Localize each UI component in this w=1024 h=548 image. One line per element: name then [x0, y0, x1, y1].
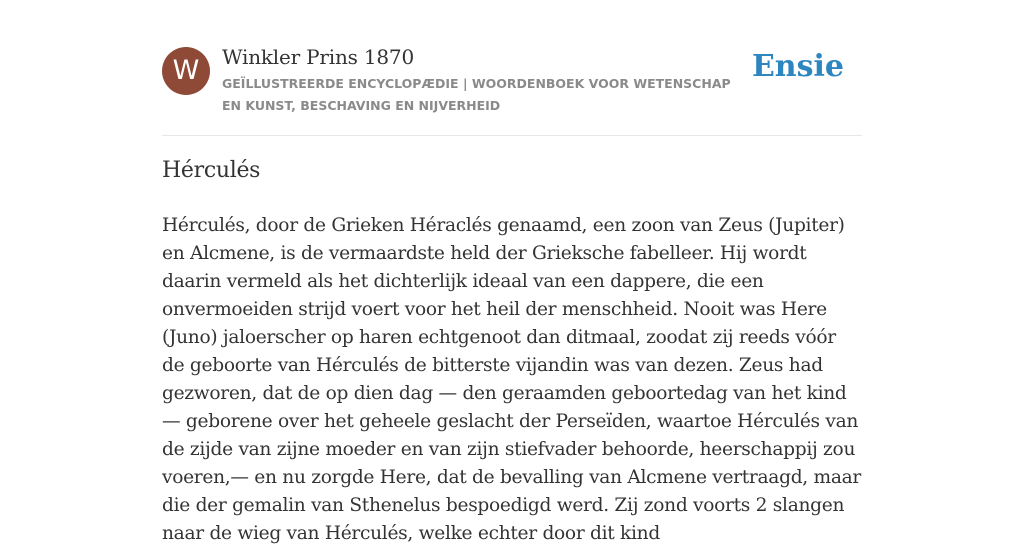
brand-logo[interactable]: Ensie	[751, 49, 844, 84]
divider	[162, 135, 862, 136]
source-title[interactable]: Winkler Prins 1870	[222, 45, 414, 69]
source-header	[162, 44, 862, 116]
source-subtitle: GEÏLLUSTREERDE ENCYCLOPÆDIE | WOORDENBOEK VOOR WETENSCHAP EN KUNST, BESCHAVING EN NIJVERHEID	[222, 76, 731, 113]
entry-title: Hérculés	[162, 158, 261, 183]
avatar[interactable]: W	[162, 47, 210, 95]
entry-body: Hérculés, door de Grieken Héraclés genaamd, een zoon van Zeus (Jupiter) en Alcmene, is de vermaardste held der Grieksche fabelleer. Hij wordt daarin vermeld als het dichterlijk ideaal van een dappere, die een onvermoeiden strijd voert voor het heil der menschheid. Nooit was Here (Juno) jaloerscher op haren echtgenoot dan ditmaal, zoodat zij reeds vóór de geboorte van Hérculés de bitterste vijandin was van dezen. Zeus had gezworen, dat de op dien dag — den geraamden geboortedag van het kind — geborene over het geheele geslacht der Perseïden, waartoe Hérculés van de zijde van zijne moeder en van zijn stiefvader behoorde, heerschappij zou voeren,— en nu zorgde Here, dat de bevalling van Alcmene vertraagd, maar die der gemalin van Sthenelus bespoedigd werd. Zij zond voorts 2 slangen naar de wieg van Hérculés, welke echter door dit kind	[162, 215, 862, 544]
